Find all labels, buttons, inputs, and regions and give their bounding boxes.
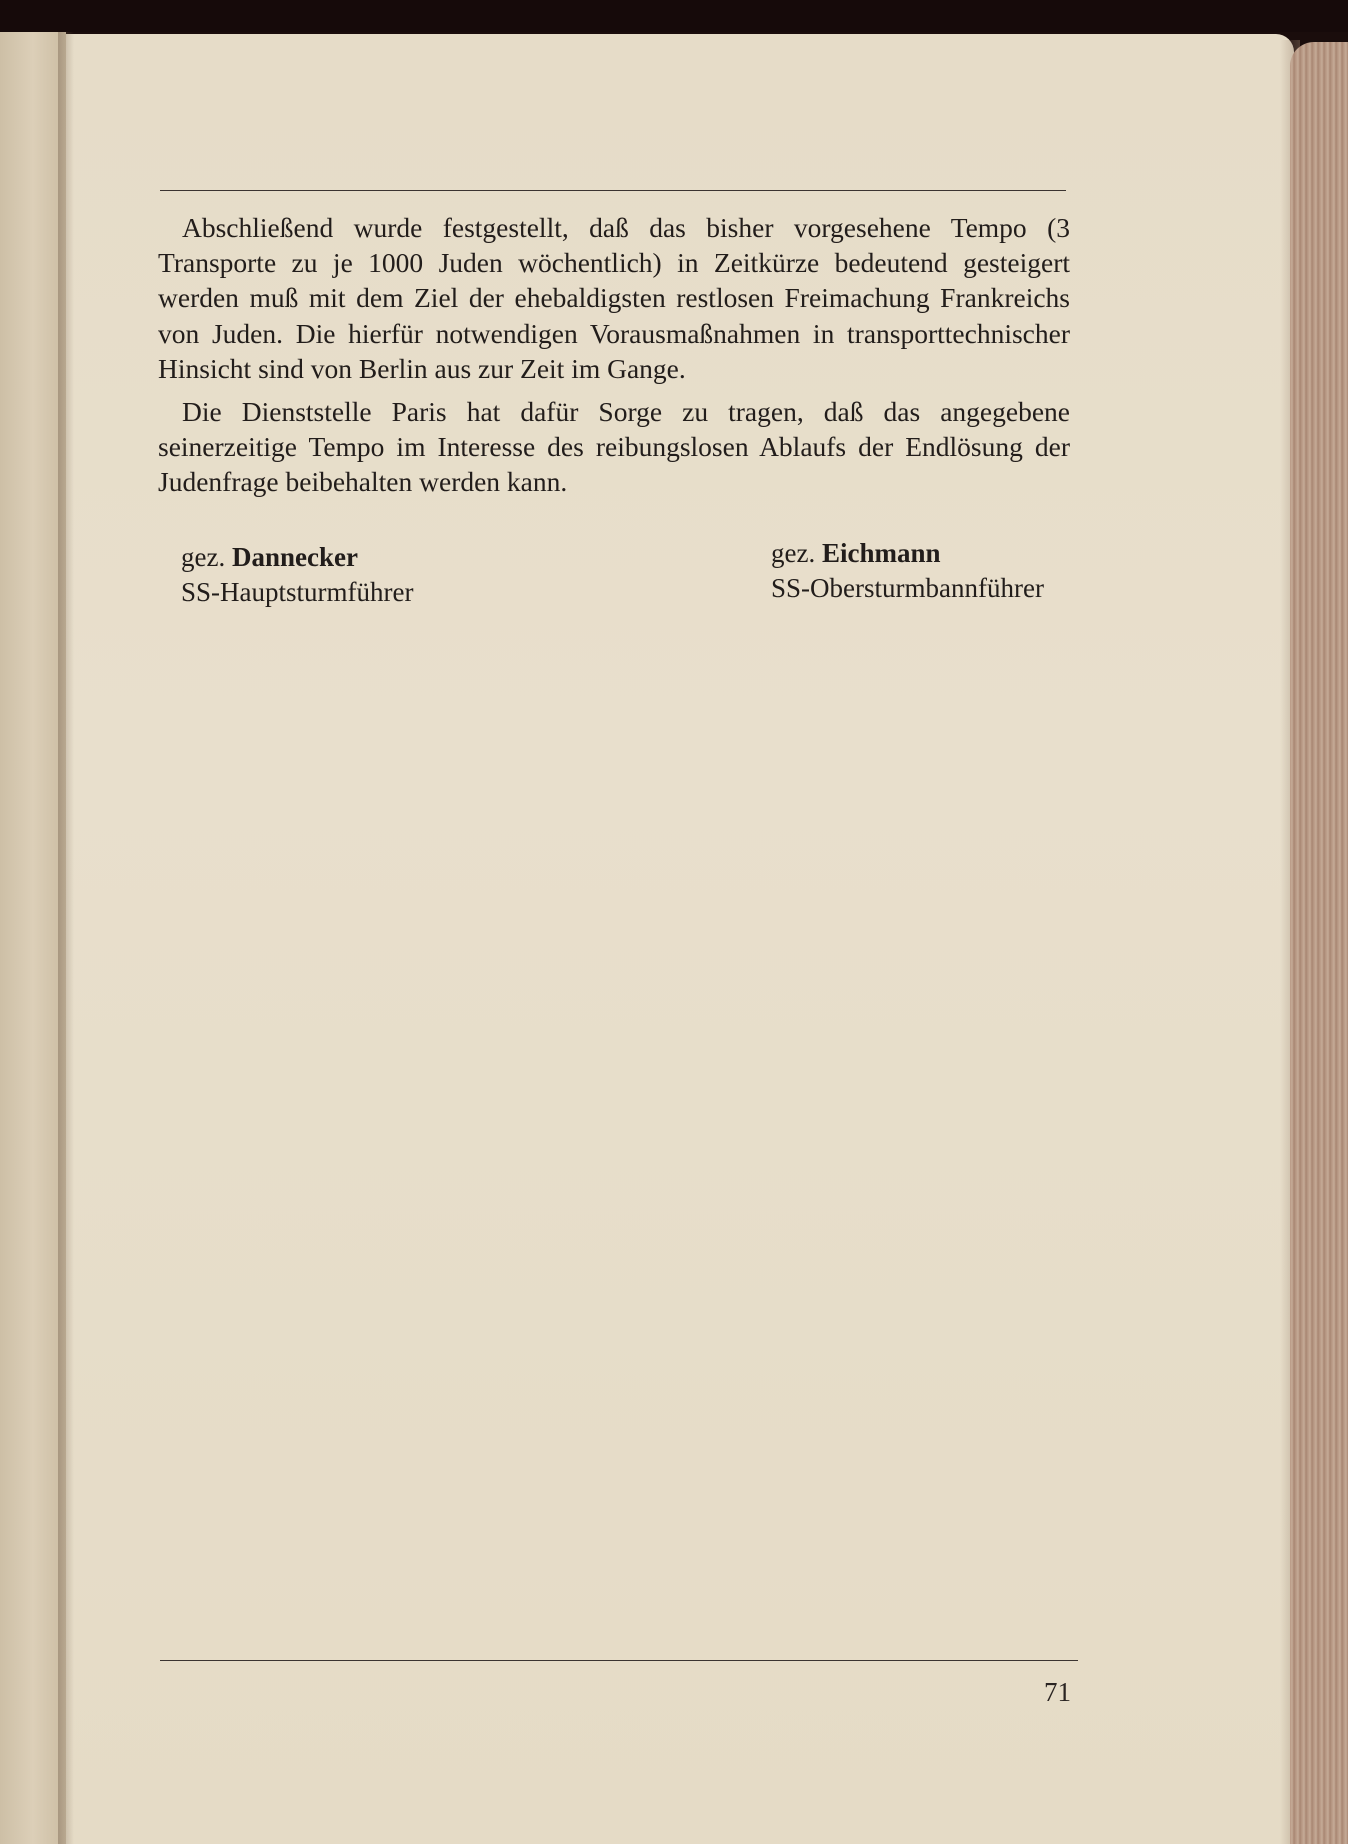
signature-right-name: Eichmann [821, 538, 941, 568]
body-text [158, 210, 1070, 500]
signature-right-prefix: gez. [771, 538, 822, 568]
page-stack-edges [1290, 42, 1348, 1844]
signature-left-rank: SS-Hauptsturmführer [181, 577, 414, 607]
signature-left-line [181, 540, 413, 575]
facing-page-edge [0, 32, 66, 1844]
signature-left-name: Dannecker [231, 542, 358, 572]
footer-rule [160, 1660, 1078, 1661]
signature-left-prefix: gez. [181, 542, 232, 572]
scan-background [0, 0, 1348, 32]
header-rule [160, 190, 1066, 191]
page-number: 71 [1044, 1677, 1071, 1707]
paragraph-instruction: Die Dienststelle Paris hat dafür Sorge zu tragen, daß das angegebene seinerzeitige Tempo im Interesse des reibungslosen Ablaufs der Endlösung der Judenfrage beibehalten werden kann. [158, 396, 1070, 498]
signature-right [771, 536, 1044, 606]
signature-right-rank: SS-Obersturmbannführer [771, 573, 1044, 603]
page-gutter [58, 32, 74, 1844]
signature-right-line [771, 536, 1044, 571]
paragraph-conclusion: Abschließend wurde festgestellt, daß das bisher vorgesehene Tempo (3 Transporte zu je 1000 Juden wöchentlich) in Zeitkürze bedeutend gesteigert werden muß mit dem Ziel der ehebaldigsten restlosen Freimachung Frankreichs von Juden. Die hierfür notwendigen Vorausmaßnahmen in transporttechnischer Hinsicht sind von Berlin aus zur Zeit im Gange. [158, 212, 1070, 384]
signature-left [181, 540, 413, 610]
